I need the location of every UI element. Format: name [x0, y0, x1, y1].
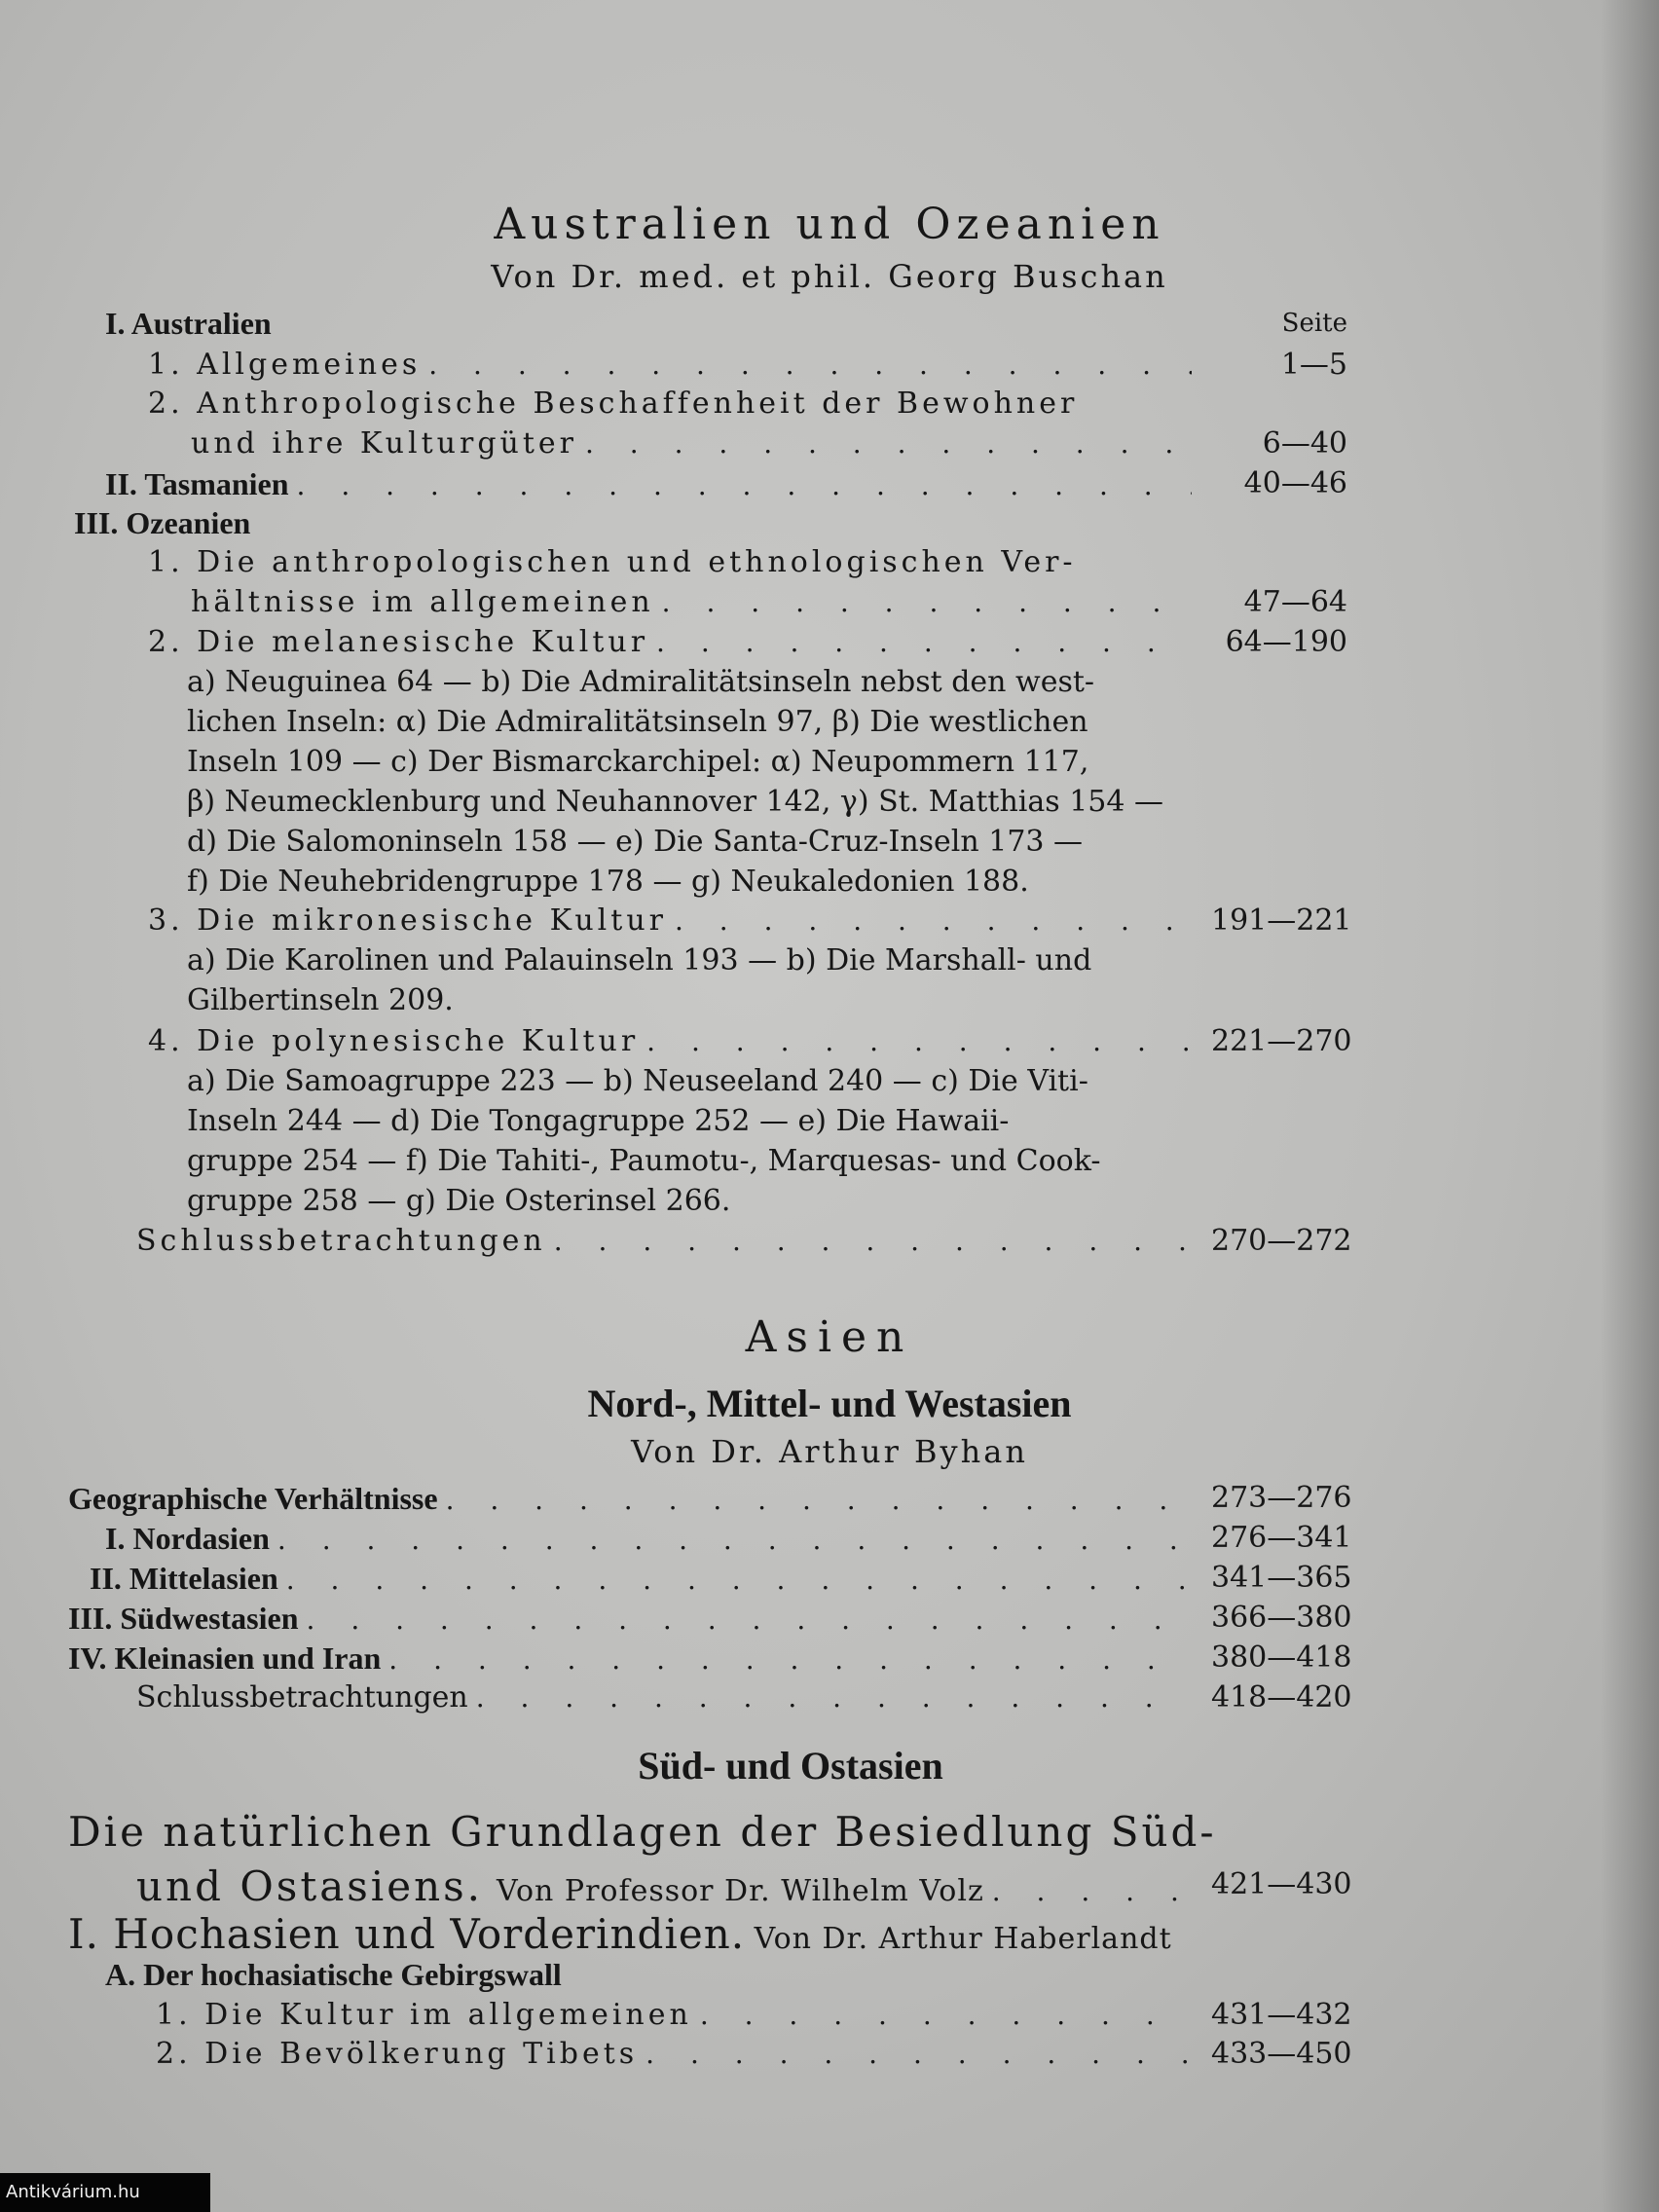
- leader-dots: [446, 1481, 1192, 1518]
- toc-pages: 431—432: [1211, 1998, 1352, 2032]
- seite-label: Seite: [1281, 309, 1347, 338]
- detail-line: f) Die Neuhebridengruppe 178 — g) Neukaledonien 188.: [187, 865, 1029, 899]
- detail-line: a) Die Samoagruppe 223 — b) Neuseeland 240 — c) Die Viti-: [187, 1064, 1088, 1098]
- leader-dots: [646, 1022, 1192, 1061]
- part-label: II. Tasmanien: [105, 466, 289, 501]
- toc-entry-text: 1. Allgemeines: [148, 348, 422, 382]
- part-mittelasien[interactable]: [90, 1559, 1199, 1598]
- leader-dots: [277, 1521, 1192, 1558]
- detail-line: β) Neumecklenburg und Neuhannover 142, γ) St. Matthias 154 —: [187, 785, 1163, 819]
- detail-line: a) Die Karolinen und Palauinseln 193 — b) Die Marshall- und: [187, 943, 1092, 977]
- leader-dots: [700, 1996, 1192, 2035]
- section-title-australien: Australien und Ozeanien: [494, 200, 1165, 249]
- leader-dots: [307, 1601, 1192, 1638]
- section-title-sued-ostasien: Süd- und Ostasien: [638, 1744, 943, 1788]
- toc-entry-kultur-allgemeinen[interactable]: [156, 1996, 1199, 2035]
- toc-entry-text: und Ostasiens.: [136, 1863, 484, 1910]
- melanesische-details: [187, 662, 1163, 902]
- detail-line: Inseln 109 — c) Der Bismarckarchipel: α) Neupommern 117,: [187, 745, 1089, 779]
- leader-dots: [554, 1222, 1192, 1261]
- page-edge-shadow: [1601, 0, 1659, 2212]
- toc-entry-author: Von Dr. Arthur Haberlandt: [754, 1922, 1172, 1956]
- detail-line: Inseln 244 — d) Die Tongagruppe 252 — e) Die Hawaii-: [187, 1104, 1010, 1138]
- leader-dots: [476, 1678, 1192, 1717]
- toc-entry-text: 3. Die mikronesische Kultur: [148, 903, 667, 938]
- toc-entry-schlussbetrachtungen-2[interactable]: [136, 1678, 1199, 1717]
- toc-entry-bevoelkerung-tibets[interactable]: [156, 2035, 1199, 2074]
- leader-dots: [585, 424, 1192, 463]
- part-ozeanien: [74, 503, 250, 542]
- part-label: Ozeanien: [126, 505, 251, 540]
- toc-pages: 276—341: [1211, 1521, 1352, 1555]
- toc-pages: 64—190: [1225, 625, 1347, 659]
- detail-line: d) Die Salomoninseln 158 — e) Die Santa-Cruz-Inseln 173 —: [187, 825, 1084, 859]
- toc-entry-text: 4. Die polynesische Kultur: [148, 1024, 640, 1058]
- toc-entry-text: Schlussbetrachtungen: [136, 1680, 468, 1714]
- toc-pages: 418—420: [1211, 1680, 1352, 1714]
- mikronesische-details: [187, 940, 1091, 1020]
- leader-dots: [656, 623, 1192, 662]
- toc-entry-polynesische[interactable]: [148, 1022, 1199, 1061]
- byline-buschan: Von Dr. med. et phil. Georg Buschan: [491, 258, 1168, 295]
- toc-entry-text: 2. Die Bevölkerung Tibets: [156, 2037, 639, 2071]
- toc-pages: 40—46: [1243, 466, 1347, 500]
- toc-pages: 221—270: [1211, 1024, 1352, 1058]
- part-label: II. Mittelasien: [90, 1561, 278, 1596]
- part-label: I. Nordasien: [105, 1521, 270, 1556]
- part-label: III. Südwestasien: [68, 1601, 299, 1636]
- toc-pages: 273—276: [1211, 1481, 1352, 1515]
- toc-entry-anthropologische-line1[interactable]: 2. Anthropologische Beschaffenheit der Bewohner: [148, 387, 1079, 421]
- toc-entry-text: und ihre Kulturgüter: [191, 426, 577, 461]
- byline-byhan: Von Dr. Arthur Byhan: [631, 1433, 1028, 1470]
- toc-pages: 270—272: [1211, 1224, 1352, 1258]
- toc-entry-allgemeines[interactable]: [148, 346, 1199, 385]
- toc-pages: 421—430: [1211, 1867, 1352, 1901]
- leader-dots: [645, 2035, 1192, 2074]
- part-label: Australien: [130, 306, 272, 341]
- toc-entry-text: 2. Die melanesische Kultur: [148, 625, 649, 659]
- leader-dots: [388, 1641, 1192, 1677]
- leader-dots: [297, 466, 1192, 503]
- toc-entry-text: Geographische Verhältnisse: [68, 1481, 438, 1516]
- leader-dots: [286, 1561, 1192, 1598]
- part-kleinasien-iran[interactable]: [68, 1639, 1199, 1677]
- polynesische-details: [187, 1061, 1100, 1221]
- part-suedwestasien[interactable]: [68, 1599, 1199, 1638]
- leader-dots: [675, 902, 1192, 940]
- detail-line: Gilbertinseln 209.: [187, 983, 454, 1017]
- detail-line: lichen Inseln: α) Die Admiralitätsinseln 97, β) Die westlichen: [187, 705, 1088, 739]
- toc-entry-volz-line2[interactable]: [136, 1863, 1199, 1910]
- section-title-asien: Asien: [745, 1312, 914, 1362]
- toc-entry-volz-line1[interactable]: Die natürlichen Grundlagen der Besiedlung Süd-: [68, 1808, 1217, 1856]
- detail-line: gruppe 258 — g) Die Osterinsel 266.: [187, 1184, 731, 1218]
- toc-entry-text: I. Hochasien und Vorderindien.: [68, 1910, 746, 1958]
- toc-entry-text: 1. Die Kultur im allgemeinen: [156, 1998, 692, 2032]
- watermark-badge: Antikvárium.hu: [0, 2173, 210, 2212]
- part-tasmanien[interactable]: [105, 464, 1199, 503]
- toc-entry-ethnologischen-line2[interactable]: [191, 583, 1199, 622]
- toc-entry-hochasien[interactable]: [68, 1910, 1172, 1959]
- toc-entry-melanesische[interactable]: [148, 623, 1199, 662]
- detail-line: a) Neuguinea 64 — b) Die Admiralitätsinseln nebst den west-: [187, 665, 1095, 699]
- toc-entry-anthropologische-line2[interactable]: [191, 424, 1199, 463]
- part-number: III.: [74, 505, 119, 540]
- leader-dots: [428, 346, 1192, 385]
- toc-pages: 433—450: [1211, 2037, 1352, 2071]
- toc-pages: 191—221: [1211, 903, 1352, 938]
- part-number: I.: [105, 306, 126, 341]
- toc-pages: 47—64: [1243, 585, 1347, 619]
- toc-entry-ethnologischen-line1[interactable]: 1. Die anthropologischen und ethnologischen Ver-: [148, 545, 1077, 579]
- part-nordasien[interactable]: [105, 1519, 1199, 1558]
- subsection-gebirgswall: A. Der hochasiatische Gebirgswall: [105, 1957, 562, 1992]
- toc-pages: 6—40: [1262, 426, 1347, 461]
- part-label: IV. Kleinasien und Iran: [68, 1641, 382, 1676]
- toc-pages: 1—5: [1280, 348, 1347, 382]
- subtitle-nord-mittel-westasien: Nord-, Mittel- und Westasien: [587, 1382, 1072, 1425]
- leader-dots: [992, 1868, 1192, 1910]
- toc-pages: 366—380: [1211, 1601, 1352, 1635]
- toc-entry-text: hältnisse im allgemeinen: [191, 585, 654, 619]
- toc-pages: 341—365: [1211, 1561, 1352, 1595]
- detail-line: gruppe 254 — f) Die Tahiti-, Paumotu-, Marquesas- und Cook-: [187, 1144, 1101, 1178]
- leader-dots: [662, 583, 1192, 622]
- toc-entry-geographische[interactable]: [68, 1479, 1199, 1518]
- toc-entry-author: Von Professor Dr. Wilhelm Volz: [497, 1874, 984, 1908]
- toc-entry-schlussbetrachtungen-1[interactable]: [136, 1222, 1199, 1261]
- toc-pages: 380—418: [1211, 1641, 1352, 1675]
- toc-entry-mikronesische[interactable]: [148, 902, 1199, 940]
- toc-entry-text: Schlussbetrachtungen: [136, 1224, 546, 1258]
- part-australien: [105, 304, 272, 343]
